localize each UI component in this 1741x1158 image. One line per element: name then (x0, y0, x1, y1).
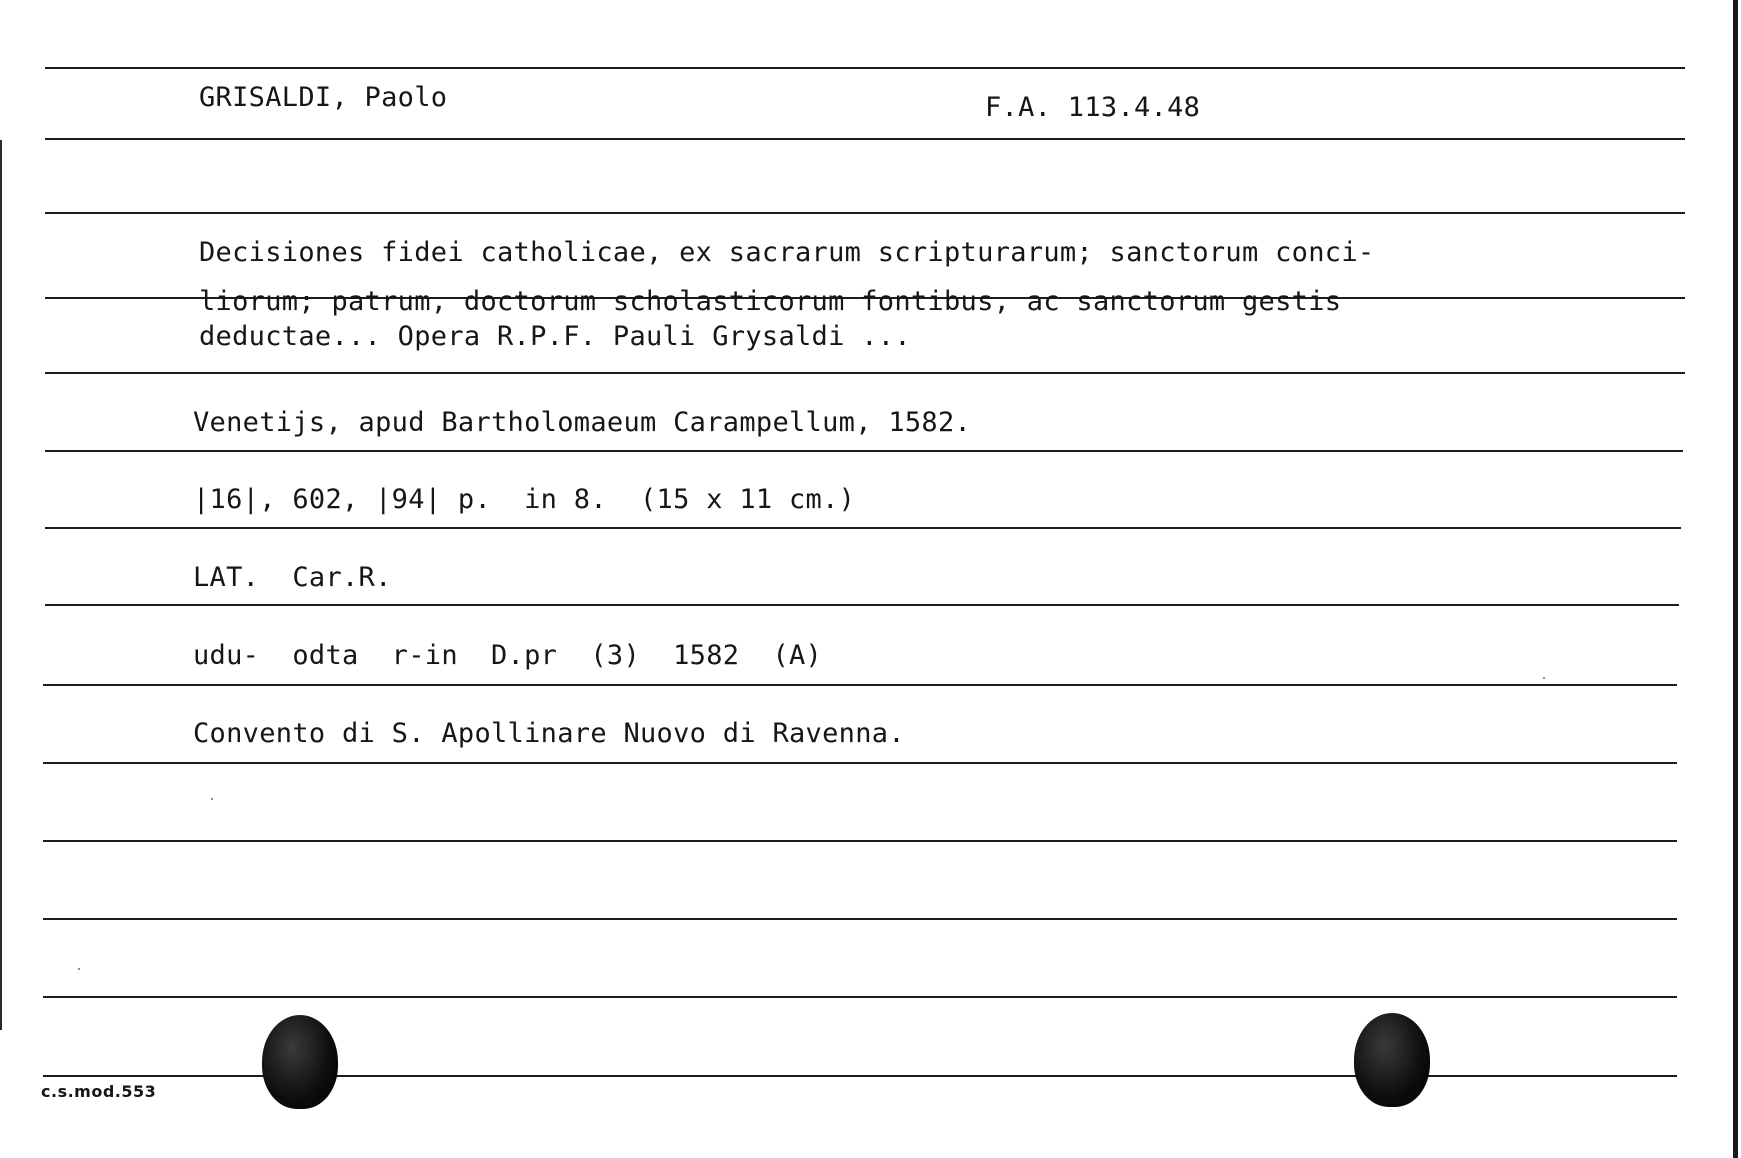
dust-speck (211, 798, 213, 800)
ruled-line (43, 684, 1677, 686)
ruled-line (45, 212, 1685, 214)
collation: |16|, 602, |94| p. in 8. (15 x 11 cm.) (193, 484, 856, 515)
ruled-line (45, 450, 1683, 452)
provenance: Convento di S. Apollinare Nuovo di Ravenna. (193, 718, 905, 749)
title-line-3: deductae... Opera R.P.F. Pauli Grysaldi ... (199, 321, 911, 352)
ruled-line (43, 918, 1677, 920)
imprint: Venetijs, apud Bartholomaeum Carampellum, 1582. (193, 407, 972, 438)
language-note: LAT. Car.R. (193, 562, 392, 593)
punch-hole-right (1354, 1013, 1430, 1107)
shelfmark: F.A. 113.4.48 (985, 92, 1201, 123)
punch-hole-left (262, 1015, 338, 1109)
ruled-line (45, 67, 1685, 69)
ruled-line (43, 996, 1677, 998)
form-code: c.s.mod.553 (41, 1082, 157, 1101)
ruled-line (45, 138, 1685, 140)
fingerprint: udu- odta r-in D.pr (3) 1582 (A) (193, 640, 823, 671)
scan-edge-left (0, 140, 2, 1030)
ruled-line (43, 762, 1677, 764)
title-line-1: Decisiones fidei catholicae, ex sacrarum scripturarum; sanctorum conci- (199, 237, 1375, 268)
ruled-line (45, 527, 1681, 529)
ruled-line (45, 604, 1679, 606)
ruled-line (45, 372, 1685, 374)
author-heading: GRISALDI, Paolo (199, 82, 448, 113)
ruled-line (43, 840, 1677, 842)
dust-speck (1543, 677, 1545, 679)
title-line-2: liorum; patrum, doctorum scholasticorum fontibus, ac sanctorum gestis (199, 286, 1342, 317)
dust-speck (78, 968, 80, 970)
scan-edge-right (1733, 0, 1738, 1158)
